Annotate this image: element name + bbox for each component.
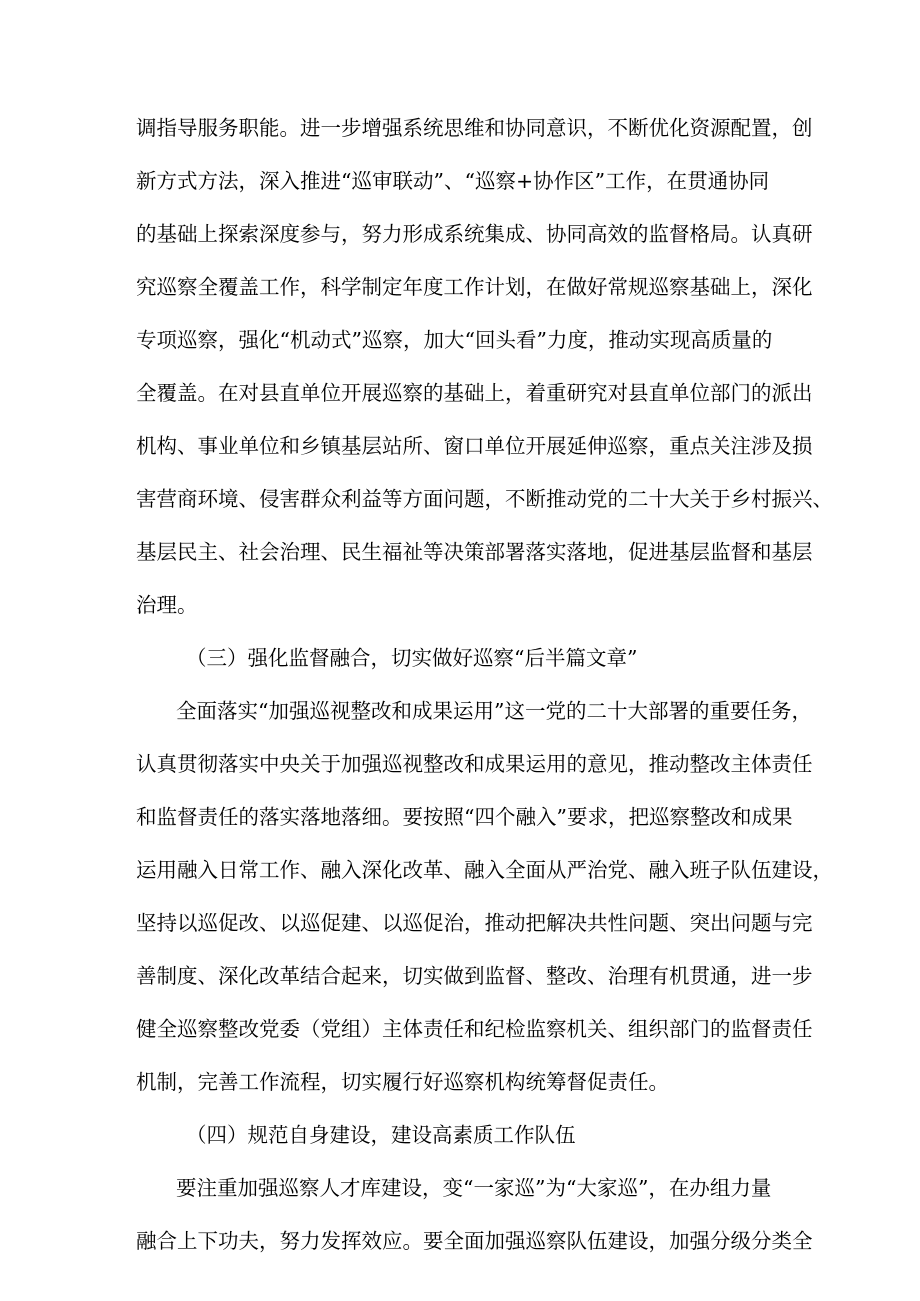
paragraph-line: 坚持以巡促改、以巡促建、以巡促治，推动把解决共性问题、突出问题与完 xyxy=(136,911,813,935)
paragraph-line: 全面落实“加强巡视整改和成果运用”这一党的二十大部署的重要任务， xyxy=(176,699,812,723)
paragraph-line: 专项巡察，强化“机动式”巡察，加大“回头看”力度，推动实现高质量的 xyxy=(136,328,773,352)
paragraph-line: 运用融入日常工作、融入深化改革、融入全面从严治党、融入班子队伍建设， xyxy=(136,858,833,882)
paragraph-line: 害营商环境、侵害群众利益等方面问题，不断推动党的二十大关于乡村振兴、 xyxy=(136,487,833,511)
paragraph-line: 健全巡察整改党委（党组）主体责任和纪检监察机关、组织部门的监督责任 xyxy=(136,1017,813,1041)
paragraph-line: 机构、事业单位和乡镇基层站所、窗口单位开展延伸巡察，重点关注涉及损 xyxy=(136,434,813,458)
paragraph-line: 善制度、深化改革结合起来，切实做到监督、整改、治理有机贯通，进一步 xyxy=(136,964,813,988)
paragraph-line: 融合上下功夫，努力发挥效应。要全面加强巡察队伍建设，加强分级分类全 xyxy=(136,1229,813,1253)
paragraph-line: 治理。 xyxy=(136,593,198,617)
paragraph-line: 调指导服务职能。进一步增强系统思维和协同意识，不断优化资源配置，创 xyxy=(136,116,813,140)
section-heading: （三）强化监督融合，切实做好巡察“后半篇文章” xyxy=(186,646,638,670)
paragraph-line: 的基础上探索深度参与，努力形成系统集成、协同高效的监督格局。认真研 xyxy=(136,222,813,246)
paragraph-line: 新方式方法，深入推进“巡审联动”、“巡察+协作区”工作，在贯通协同 xyxy=(136,169,770,193)
paragraph-line: 认真贯彻落实中央关于加强巡视整改和成果运用的意见，推动整改主体责任 xyxy=(136,752,813,776)
paragraph-line: 机制，完善工作流程，切实履行好巡察机构统筹督促责任。 xyxy=(136,1070,669,1094)
paragraph-line: 全覆盖。在对县直单位开展巡察的基础上，着重研究对县直单位部门的派出 xyxy=(136,381,813,405)
paragraph-line: 究巡察全覆盖工作，科学制定年度工作计划，在做好常规巡察基础上，深化 xyxy=(136,275,813,299)
paragraph-line: 要注重加强巡察人才库建设，变“一家巡”为“大家巡”，在办组力量 xyxy=(176,1176,772,1200)
paragraph-line: 和监督责任的落实落地落细。要按照“四个融入”要求，把巡察整改和成果 xyxy=(136,805,793,829)
paragraph-line: 基层民主、社会治理、民生福祉等决策部署落实落地，促进基层监督和基层 xyxy=(136,540,813,564)
section-heading: （四）规范自身建设，建设高素质工作队伍 xyxy=(186,1123,576,1147)
